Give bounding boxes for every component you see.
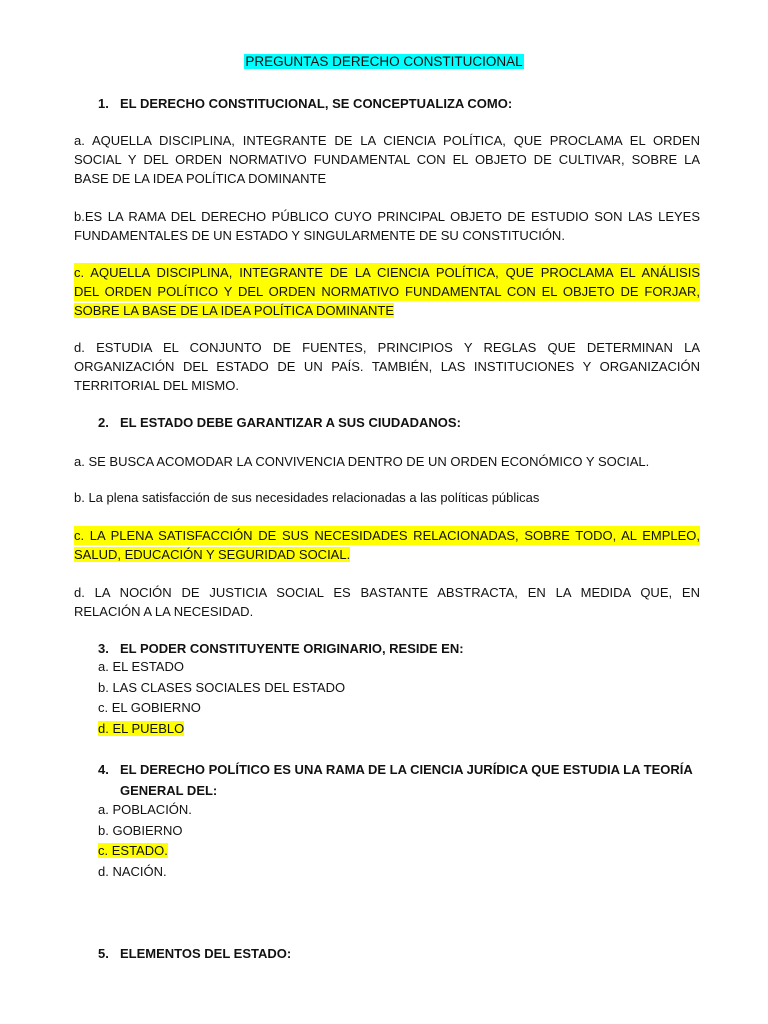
q3-option-c: c. EL GOBIERNO	[98, 700, 201, 715]
q2-option-c-correct	[74, 526, 700, 564]
question-3	[98, 639, 708, 660]
option-line: b.ES LA RAMA DEL DERECHO PÚBLICO CUYO PRINCIPAL OBJETO DE ESTUDIO SON LAS LEYES	[74, 209, 700, 224]
q1-option-a	[74, 131, 700, 188]
q4-option-b: b. GOBIERNO	[98, 823, 183, 838]
question-number: 3.	[98, 641, 109, 656]
question-5	[98, 944, 708, 965]
option-highlighted: d. EL PUEBLO	[98, 721, 185, 736]
q4-option-a: a. POBLACIÓN.	[98, 802, 192, 817]
option-line-highlighted: SOBRE LA BASE DE LA IDEA POLÍTICA DOMINANTE	[74, 303, 395, 318]
question-text-continued: GENERAL DEL:	[120, 782, 218, 798]
q2-option-a	[74, 452, 700, 471]
option-line: a. SE BUSCA ACOMODAR LA CONVIVENCIA DENTRO DE UN ORDEN ECONÓMICO Y SOCIAL.	[74, 454, 650, 469]
question-text: EL DERECHO CONSTITUCIONAL, SE CONCEPTUALIZA COMO:	[120, 96, 513, 111]
q4-option-c-correct	[98, 841, 168, 862]
q2-option-d	[74, 583, 700, 621]
document-title	[0, 52, 768, 72]
option-line: ORGANIZACIÓN DEL ESTADO DE UN PAÍS. TAMBIÉN, LAS INSTITUCIONES Y ORGANIZACIÓN	[74, 359, 700, 374]
question-2	[98, 413, 708, 434]
q1-option-d	[74, 338, 700, 395]
option-line-highlighted: c. LA PLENA SATISFACCIÓN DE SUS NECESIDADES RELACIONADAS, SOBRE TODO, AL EMPLEO,	[74, 528, 700, 543]
q3-option-a: a. EL ESTADO	[98, 659, 184, 674]
option-line: d. LA NOCIÓN DE JUSTICIA SOCIAL ES BASTANTE ABSTRACTA, EN LA MEDIDA QUE, EN	[74, 585, 700, 600]
question-number: 2.	[98, 415, 109, 430]
q3-option-b: b. LAS CLASES SOCIALES DEL ESTADO	[98, 680, 346, 695]
question-text: EL PODER CONSTITUYENTE ORIGINARIO, RESIDE EN:	[120, 641, 464, 656]
question-text: EL DERECHO POLÍTICO ES UNA RAMA DE LA CIENCIA JURÍDICA QUE ESTUDIA LA TEORÍA	[120, 762, 693, 777]
option-line: b. La plena satisfacción de sus necesidades relacionadas a las políticas públicas	[74, 490, 540, 505]
title-text: PREGUNTAS DERECHO CONSTITUCIONAL	[245, 54, 523, 69]
option-line: BASE DE LA IDEA POLÍTICA DOMINANTE	[74, 171, 327, 186]
option-line-highlighted: SALUD, EDUCACIÓN Y SEGURIDAD SOCIAL.	[74, 547, 351, 562]
q3-option-d-correct	[98, 719, 184, 740]
option-line: d. ESTUDIA EL CONJUNTO DE FUENTES, PRINCIPIOS Y REGLAS QUE DETERMINAN LA	[74, 340, 700, 355]
question-number: 1.	[98, 96, 109, 111]
question-number: 4.	[98, 762, 109, 777]
q4-option-d: d. NACIÓN.	[98, 864, 167, 879]
option-line-highlighted: c. AQUELLA DISCIPLINA, INTEGRANTE DE LA CIENCIA POLÍTICA, QUE PROCLAMA EL ANÁLISIS	[74, 265, 700, 280]
question-text: EL ESTADO DEBE GARANTIZAR A SUS CIUDADANOS:	[120, 415, 461, 430]
option-line: RELACIÓN A LA NECESIDAD.	[74, 604, 254, 619]
option-line-highlighted: DEL ORDEN POLÍTICO Y DEL ORDEN NORMATIVO FUNDAMENTAL CON EL OBJETO DE FORJAR,	[74, 284, 700, 299]
option-line: FUNDAMENTALES DE UN ESTADO Y SINGULARMENTE DE SU CONSTITUCIÓN.	[74, 228, 565, 243]
option-line: SOCIAL Y DEL ORDEN NORMATIVO FUNDAMENTAL CON EL OBJETO DE CULTIVAR, SOBRE LA	[74, 152, 700, 167]
question-number: 5.	[98, 946, 109, 961]
option-line: TERRITORIAL DEL MISMO.	[74, 378, 239, 393]
question-1	[98, 94, 708, 115]
option-line-wrap	[74, 301, 700, 320]
question-text: ELEMENTOS DEL ESTADO:	[120, 946, 292, 961]
q1-option-b	[74, 207, 700, 245]
option-line: a. AQUELLA DISCIPLINA, INTEGRANTE DE LA CIENCIA POLÍTICA, QUE PROCLAMA EL ORDEN	[74, 133, 700, 148]
option-line-wrap	[74, 545, 700, 564]
option-highlighted: c. ESTADO.	[98, 843, 168, 858]
question-4	[98, 760, 708, 801]
q1-option-c-correct	[74, 263, 700, 320]
q2-option-b	[74, 488, 700, 507]
